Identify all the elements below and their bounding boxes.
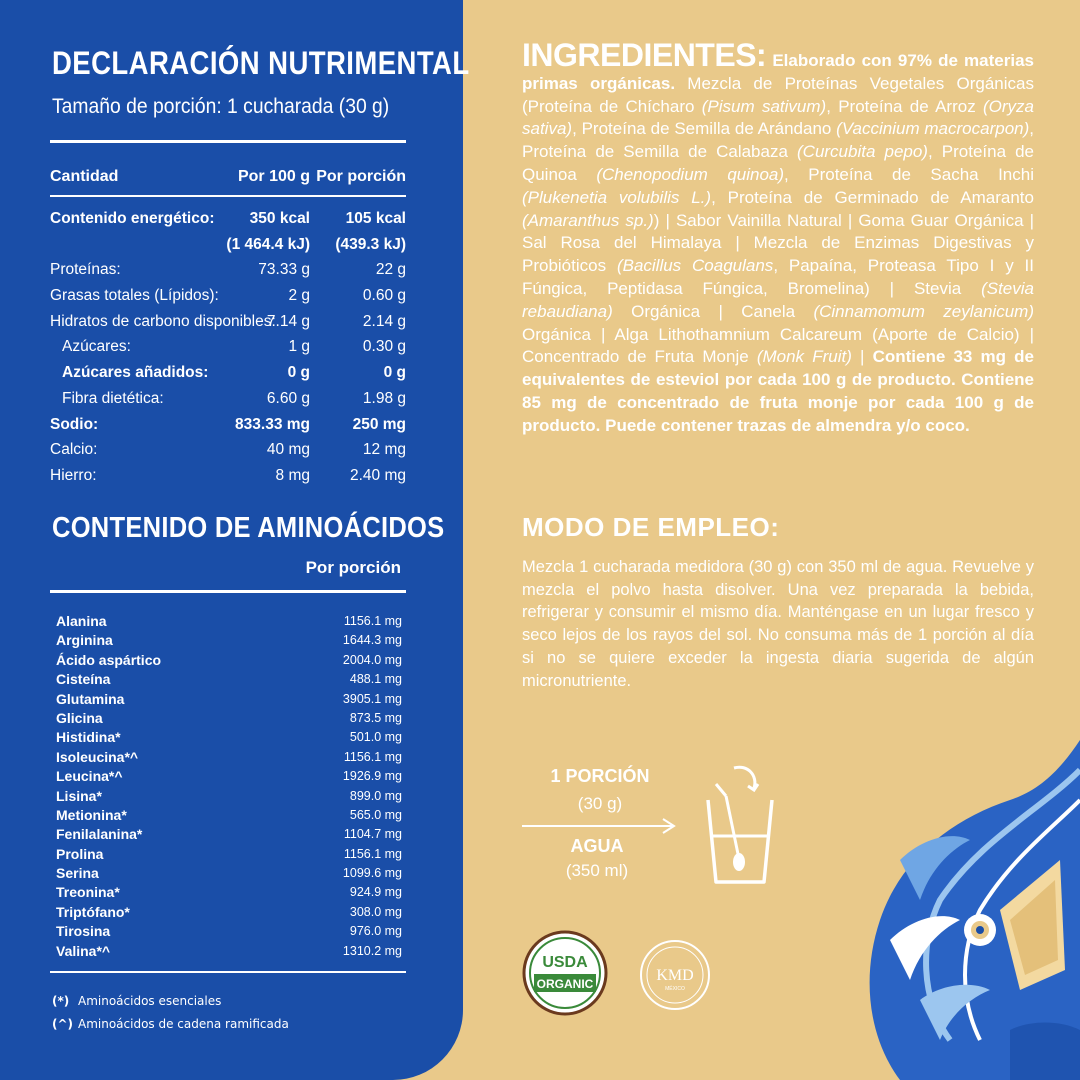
amino-note — [52, 990, 289, 1013]
value-per-100g: 350 kcal — [249, 210, 310, 227]
ingredients-block — [522, 37, 1035, 438]
value-per-100g: (1 464.4 kJ) — [226, 235, 310, 253]
ingredients-text-segment: (Plukenetia volubilis L.) — [522, 187, 712, 207]
amino-value: 565.0 mg — [349, 807, 402, 822]
amino-row — [56, 651, 402, 670]
amino-row — [56, 709, 402, 728]
nutrient-label: Grasas totales (Lípidos): — [50, 287, 219, 305]
amino-title: CONTENIDO DE AMINOÁCIDOS — [52, 512, 445, 544]
usage-text: Mezcla 1 cucharada medidora (30 g) con 350 ml de agua. Revuelve y mezcla el polvo hasta disolver. Una vez preparada la bebida, refrigerar y consumir el mismo día. Manténgase en un lugar fresco y seco lejos de los rayos del sol. No consuma más de 1 porción al día si no se quiere exceder la ingesta diaria sugerida de algún micronutriente. — [522, 558, 1034, 690]
nutrient-label: Proteínas: — [50, 261, 121, 279]
ingredients-text-segment: (Pisum sativum) — [701, 96, 827, 116]
amino-name: Metionina* — [56, 806, 127, 823]
amino-value: 501.0 mg — [349, 730, 402, 745]
amino-name: Histidina* — [56, 729, 121, 746]
value-per-portion: 0.60 g — [362, 287, 406, 305]
value-per-100g: 6.60 g — [266, 389, 310, 407]
nutrition-row — [50, 437, 406, 463]
ingredients-text-segment: , Proteína de Semilla de Calabaza — [522, 119, 1034, 162]
amino-row — [56, 748, 402, 767]
nutrition-row — [50, 360, 406, 386]
ingredients-text-segment: (Oryza sativa) — [522, 96, 1034, 139]
amino-value: 1310.2 mg — [342, 943, 402, 958]
kmd-kosher-seal — [638, 938, 712, 1012]
amino-col-portion: Por porción — [305, 558, 401, 577]
amino-name: Lisina* — [56, 787, 102, 804]
nutrition-row — [50, 283, 406, 309]
amino-value: 1926.9 mg — [342, 769, 402, 784]
amino-name: Prolina — [56, 845, 104, 862]
usda-label: USDA — [542, 954, 588, 971]
nutrition-table — [50, 206, 406, 489]
glass-with-spoon-icon — [696, 762, 786, 892]
value-per-portion: 2.40 mg — [349, 466, 406, 484]
amino-name: Fenilalanina* — [56, 826, 143, 843]
serving-size: Tamaño de porción: 1 cucharada (30 g) — [52, 95, 390, 118]
decorative-bird-illustration — [860, 740, 1080, 1080]
value-per-100g: 40 mg — [266, 441, 310, 459]
divider — [50, 195, 406, 197]
nutrition-row — [50, 257, 406, 283]
nutrient-label: Azúcares añadidos: — [62, 364, 209, 382]
ingredients-text-segment: Mezcla de Proteínas Vegetales Orgánicas (Proteína de Chícharo — [522, 73, 1034, 116]
amino-row — [56, 942, 402, 961]
amino-value: 1156.1 mg — [343, 846, 402, 861]
ingredients-title: INGREDIENTES: — [522, 37, 767, 73]
nutrition-row — [50, 386, 406, 412]
usda-organic-seal — [522, 930, 608, 1016]
amino-value: 1099.6 mg — [342, 866, 402, 881]
portion-amount: (30 g) — [577, 794, 623, 813]
value-per-portion: 22 g — [375, 261, 406, 279]
value-per-100g: 7.14 g — [266, 312, 310, 330]
amino-row — [56, 806, 402, 825]
amino-value: 1644.3 mg — [342, 633, 402, 648]
amino-value: 488.1 mg — [349, 672, 402, 687]
amino-row — [56, 612, 402, 631]
amino-row — [56, 883, 402, 902]
ingredients-text-segment: , Proteína de Quinoa — [522, 142, 1035, 184]
value-per-100g: 0 g — [287, 364, 310, 382]
amino-value: 924.9 mg — [349, 885, 402, 900]
nutrition-title: DECLARACIÓN NUTRIMENTAL — [52, 45, 470, 81]
ingredients-text-segment: (Chenopodium quinoa) — [596, 164, 785, 184]
amino-value: 1156.1 mg — [343, 614, 402, 628]
amino-row — [56, 728, 402, 747]
col-amount: Cantidad — [50, 168, 119, 185]
amino-row — [56, 767, 402, 786]
divider — [50, 971, 406, 973]
nutrient-label: Sodio: — [50, 415, 99, 433]
water-label: AGUA — [570, 836, 624, 856]
ingredients-text-segment: , Proteína de Sacha Inchi — [784, 164, 1034, 184]
ingredients-text-segment: | — [851, 347, 873, 367]
value-per-portion: 2.14 g — [362, 312, 406, 330]
kmd-label: KMD — [656, 967, 694, 984]
amino-name: Treonina* — [56, 884, 120, 901]
nutrient-label: Hierro: — [50, 466, 97, 484]
amino-name: Valina*^ — [56, 942, 111, 959]
amino-row — [56, 922, 402, 941]
col-per-portion: Por porción — [316, 168, 406, 185]
nutrition-row — [50, 334, 406, 360]
nutrition-row — [50, 232, 406, 258]
nutrition-table-header — [50, 164, 406, 190]
amino-note — [52, 1013, 289, 1036]
amino-value: 1104.7 mg — [343, 827, 402, 842]
value-per-portion: 0 g — [383, 364, 406, 382]
nutrition-row — [50, 412, 406, 438]
ingredients-text-segment: (Cinnamomum zeylanicum) — [813, 301, 1034, 321]
amino-name: Glicina — [56, 709, 103, 726]
value-per-portion: 1.98 g — [362, 389, 406, 407]
nutrition-row — [50, 463, 406, 489]
value-per-100g: 73.33 g — [258, 261, 310, 279]
nutrient-label: Calcio: — [50, 441, 98, 459]
nutrient-label: Fibra dietética: — [62, 389, 164, 407]
nutrition-panel — [0, 0, 470, 1080]
amino-name: Leucina*^ — [56, 768, 123, 785]
ingredients-text-segment: (Stevia rebaudiana) — [522, 278, 1034, 321]
amino-name: Isoleucina*^ — [56, 748, 139, 765]
note-text: Aminoácidos esenciales — [78, 994, 222, 1008]
amino-name: Alanina — [56, 613, 107, 629]
divider — [50, 140, 406, 143]
ingredients-text-segment: , Proteína de Arroz — [826, 96, 983, 116]
nutrition-row — [50, 206, 406, 232]
value-per-100g: 8 mg — [275, 466, 310, 484]
divider — [50, 590, 406, 593]
value-per-100g: 833.33 mg — [235, 415, 310, 433]
amino-table — [56, 612, 402, 961]
ingredients-text-segment: (Monk Fruit) — [756, 347, 852, 367]
note-symbol: (*) — [52, 994, 70, 1008]
amino-value: 308.0 mg — [349, 904, 402, 919]
amino-row — [56, 825, 402, 844]
amino-name: Cisteína — [56, 671, 111, 688]
amino-row — [56, 845, 402, 864]
ingredients-text-segment: (Bacillus Coagulans — [616, 256, 774, 276]
ingredients-text-segment: Orgánica | Canela — [612, 301, 814, 321]
amino-name: Tirosina — [56, 923, 111, 940]
nutrient-label: Contenido energético: — [50, 210, 215, 227]
amino-row — [56, 787, 402, 806]
value-per-portion: (439.3 kJ) — [335, 235, 406, 253]
amino-name: Triptófano* — [56, 903, 130, 920]
amino-value: 976.0 mg — [349, 924, 402, 939]
ingredients-text-segment: , Proteína de Semilla de Arándano — [572, 119, 837, 139]
value-per-100g: 2 g — [288, 287, 310, 305]
value-per-portion: 12 mg — [362, 441, 406, 459]
organic-label: ORGANIC — [536, 977, 594, 991]
usage-title: MODO DE EMPLEO: — [522, 512, 780, 542]
amino-row — [56, 864, 402, 883]
amino-value: 1156.1 mg — [343, 749, 402, 764]
ingredients-text-segment: ) | Sabor Vainilla Natural | Goma Guar Orgánica | Sal Rosa del Himalaya | Mezcla de Enzimas Digestivas y Probióticos — [522, 210, 1034, 276]
amino-value: 899.0 mg — [349, 788, 402, 803]
ingredients-text-segment: Contiene 33 mg de equivalentes de esteviol por cada 100 g de producto. Contiene 85 mg de concentrado de fruta monje por cada 100 g de producto. Puede contener trazas de almendra y/o coco. — [522, 347, 1035, 435]
note-text: Aminoácidos de cadena ramificada — [78, 1017, 289, 1031]
kmd-sub-label: MÉXICO — [665, 986, 685, 992]
portion-label: 1 PORCIÓN — [550, 766, 650, 786]
amino-value: 2004.0 mg — [342, 652, 402, 667]
nutrition-row — [50, 309, 406, 335]
value-per-portion: 105 kcal — [345, 210, 406, 227]
value-per-portion: 250 mg — [352, 415, 406, 433]
amino-name: Ácido aspártico — [56, 651, 162, 668]
ingredients-text-segment: , Proteína de Germinado de Amaranto — [711, 187, 1034, 207]
ingredients-intro: Elaborado con 97% de materias primas orgánicas. — [522, 51, 1034, 93]
amino-value: 873.5 mg — [349, 710, 402, 725]
col-per-100g: Por 100 g — [237, 168, 310, 185]
amino-value: 3905.1 mg — [342, 691, 402, 706]
value-per-100g: 1 g — [288, 338, 310, 356]
nutrient-label: Hidratos de carbono disponibles: — [50, 312, 276, 330]
amino-name: Glutamina — [56, 690, 125, 707]
arrow-right-icon — [522, 816, 682, 836]
amino-row — [56, 670, 402, 689]
water-label-group — [522, 836, 672, 881]
amino-notes — [52, 990, 289, 1036]
amino-name: Serina — [56, 865, 99, 882]
note-symbol: (^) — [52, 1017, 74, 1031]
ingredients-text-segment: Orgánica | Alga Lithothamnium Calcareum (Aporte de Calcio) | Concentrado de Fruta Monje — [522, 324, 1034, 367]
amino-name: Arginina — [56, 632, 113, 649]
nutrient-label: Azúcares: — [62, 338, 131, 356]
ingredients-text-segment: , Papaína, Proteasa Tipo I y II Fúngica, Peptidasa Fúngica, Bromelina) | Stevia — [522, 256, 1034, 298]
water-amount: (350 ml) — [565, 861, 629, 880]
amino-row — [56, 631, 402, 650]
value-per-portion: 0.30 g — [362, 338, 406, 356]
ingredients-text-segment: (Curcubita pepo) — [797, 142, 928, 162]
ingredients-text-segment: (Vaccinium macrocarpon) — [836, 119, 1030, 139]
ingredients-text-segment: (Amaranthus sp.) — [522, 210, 654, 230]
amino-row — [56, 903, 402, 922]
amino-row — [56, 690, 402, 709]
